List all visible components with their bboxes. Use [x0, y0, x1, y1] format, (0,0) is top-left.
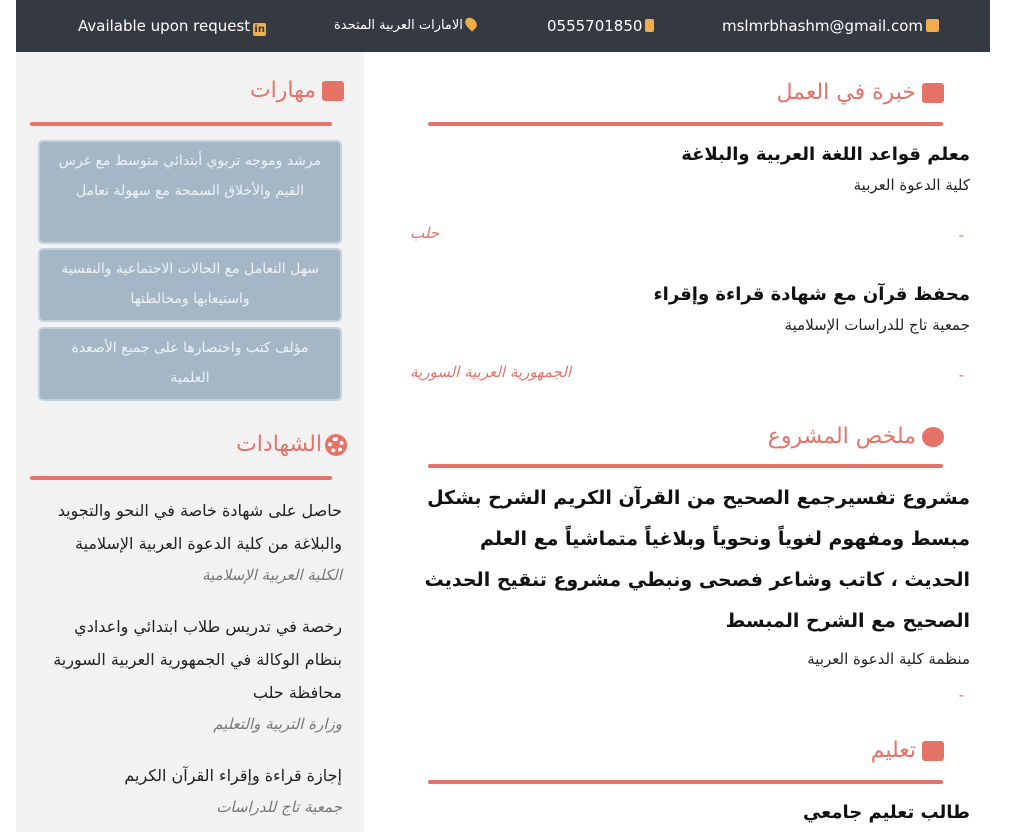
- job-title: معلم قواعد اللغة العربية والبلاغة: [681, 144, 970, 165]
- skills-heading: [250, 78, 344, 103]
- job-location: حلب: [410, 224, 439, 242]
- project-title: ملخص المشروع: [767, 424, 916, 449]
- education-divider: [428, 780, 943, 784]
- phone-contact[interactable]: [547, 16, 657, 36]
- cert-title: رخصة في تدريس طلاب ابتدائي واعدادي بنظام الوكالة في الجمهورية العربية السورية محافظة حلب: [53, 617, 342, 702]
- cert-item: [32, 759, 342, 822]
- main-content: [364, 52, 990, 832]
- project-heading: [768, 424, 944, 449]
- job-org: جمعية تاج للدراسات الإسلامية: [784, 316, 970, 334]
- location-contact: [334, 16, 479, 36]
- contact-bar: [16, 0, 990, 52]
- experience-title: خبرة في العمل: [776, 80, 916, 105]
- certs-divider: [30, 476, 332, 480]
- linkedin-contact[interactable]: [78, 16, 269, 36]
- skills-title: مهارات: [249, 78, 316, 103]
- job-org: كلية الدعوة العربية: [853, 176, 970, 194]
- cert-title: حاصل على شهادة خاصة في النحو والتجويد والبلاغة من كلية الدعوة العربية الإسلامية: [57, 501, 342, 553]
- project-divider: [428, 464, 943, 468]
- skill-badge: سهل التعامل مع الحالات الاجتماعية والنفسية واستيعابها ومخالطتها: [38, 248, 342, 322]
- email-contact[interactable]: [722, 16, 942, 36]
- skill-badge: مؤلف كتب واختصارها على جميع الأصعدة العلمية: [38, 327, 342, 401]
- sidebar: [16, 52, 364, 832]
- education-entry: [410, 798, 970, 828]
- experience-heading: [776, 80, 944, 105]
- skills-icon: [322, 81, 344, 101]
- job-location: الجمهورية العربية السورية: [410, 363, 572, 381]
- project-summary: مشروع تفسيرجمع الصحيح من القرآن الكريم الشرح بشكل مبسط ومفهوم لغوياً ونحوياً وبلاغياً متماشياً مع العلم الحديث ، كاتب وشاعر فصحى ونبطي مشروع تنقيح الحديث الصحيح مع الشرح المبسط: [424, 487, 970, 632]
- job-entry: [410, 140, 970, 200]
- cert-item: [32, 494, 342, 590]
- location-text: الامارات العربية المتحدة: [334, 18, 463, 33]
- certificate-icon: [328, 437, 344, 453]
- briefcase-icon: [922, 83, 944, 103]
- project-org-row: [410, 644, 970, 674]
- cert-title: إجازة قراءة وإقراء القرآن الكريم: [124, 766, 342, 785]
- cert-org: وزارة التربية والتعليم: [213, 715, 342, 733]
- phone-text: 0555701850: [547, 17, 643, 35]
- job-dash: -: [958, 226, 964, 244]
- certs-heading: [236, 432, 344, 457]
- crosshairs-icon: [922, 427, 944, 447]
- cert-org: جمعية تاج للدراسات: [216, 798, 342, 816]
- job-entry: [410, 280, 970, 340]
- graduation-cap-icon: [922, 741, 944, 761]
- linkedin-icon: in: [254, 24, 265, 35]
- education-heading: [871, 738, 944, 763]
- project-dash: -: [958, 686, 964, 704]
- education-entry-title: طالب تعليم جامعي: [802, 802, 970, 823]
- job-dash: -: [958, 366, 964, 384]
- certs-title: الشهادات: [236, 432, 322, 457]
- job-title: محفظ قرآن مع شهادة قراءة وإقراء: [653, 284, 970, 305]
- mobile-phone-icon: [645, 19, 654, 32]
- linkedin-text: Available upon request: [78, 17, 251, 35]
- email-text: mslmrbhashm@gmail.com: [722, 17, 923, 35]
- skills-divider: [30, 122, 332, 126]
- map-marker-icon: [463, 15, 479, 31]
- experience-divider: [428, 122, 943, 126]
- cert-org: الكلية العربية الإسلامية: [202, 566, 342, 584]
- education-title: تعليم: [870, 738, 916, 763]
- skill-badge: مرشد وموجه تربوي أبتدائي متوسط مع غرس القيم والأخلاق السمحة مع سهولة تعامل: [38, 140, 342, 244]
- cert-item: [32, 610, 342, 739]
- envelope-icon: [926, 19, 939, 32]
- project-org: منظمة كلية الدعوة العربية: [807, 650, 970, 668]
